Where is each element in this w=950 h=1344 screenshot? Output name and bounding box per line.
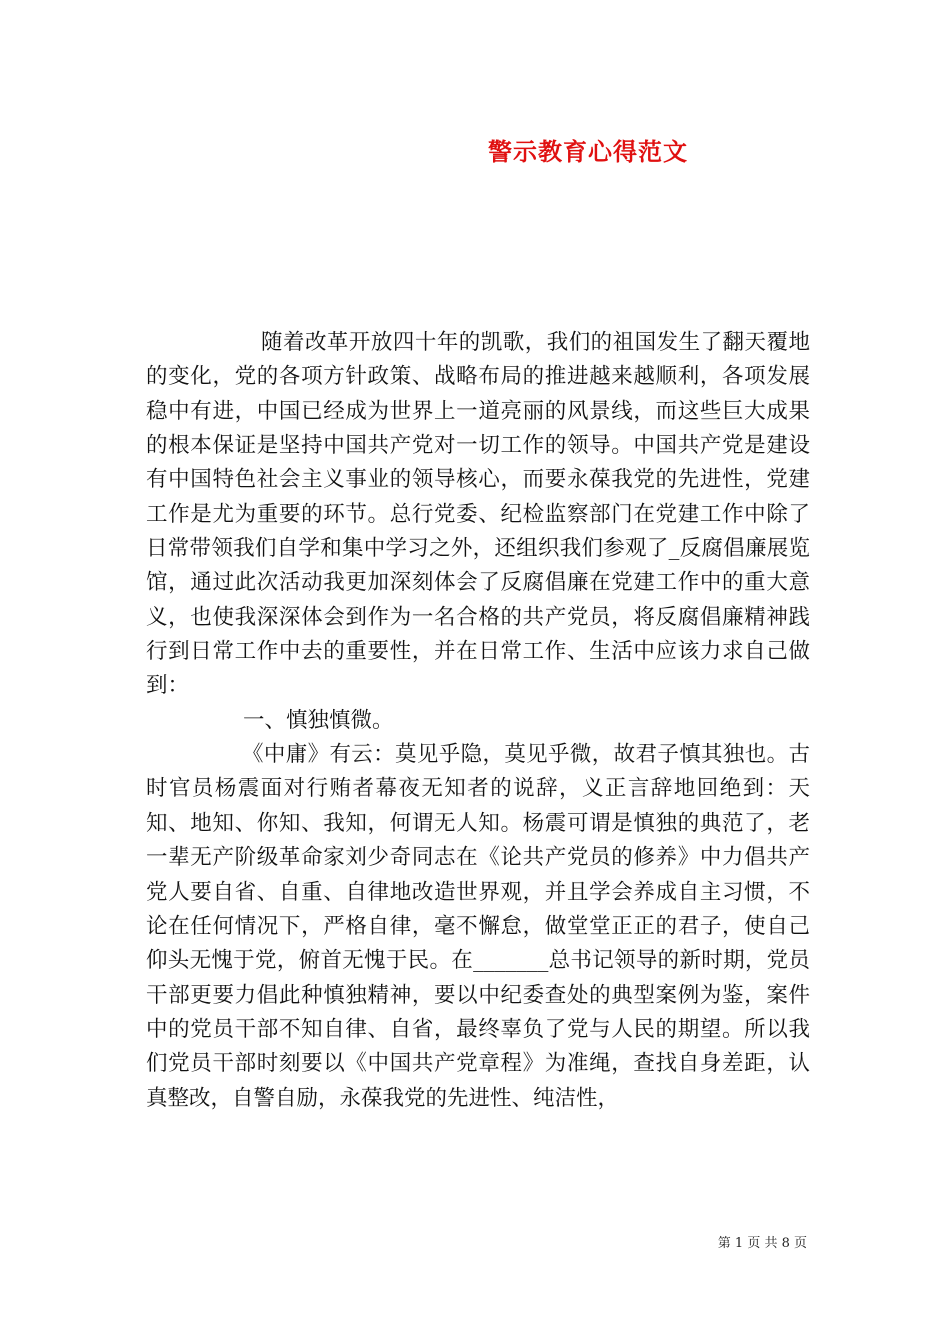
document-body <box>146 326 810 1116</box>
section-heading: 一、慎独慎微。 <box>243 707 394 733</box>
paragraph-section-body: 《中庸》有云：莫见乎隐，莫见乎微，故君子慎其独也。古时官员杨震面对行贿者幕夜无知者的说辞，义正言辞地回绝到：天知、地知、你知、我知，何谓无人知。杨震可谓是慎独的典范了，老一辈无产阶级革命家刘少奇同志在《论共产党员的修养》中力倡共产党人要自省、自重、自律地改造世界观，并且学会养成自主习惯，不论在任何情况下，严格自律，毫不懈怠，做堂堂正正的君子，使自己仰头无愧于党，俯首无愧于民。在_______总书记领导的新时期，党员干部更要力倡此种慎独精神，要以中纪委查处的典型案例为鉴，案件中的党员干部不知自律、自省，最终辜负了党与人民的期望。所以我们党员干部时刻要以《中国共产党章程》为准绳，查找自身差距，认真整改，自警自励，永葆我党的先进性、纯洁性， <box>146 742 810 1111</box>
page-title <box>0 132 950 167</box>
page-title-text: 警示教育心得范文 <box>488 137 688 166</box>
paragraph-intro: 随着改革开放四十年的凯歌，我们的祖国发生了翻天覆地的变化，党的各项方针政策、战略布局的推进越来越顺利，各项发展稳中有进，中国已经成为世界上一道亮丽的风景线，而这些巨大成果的根本保证是坚持中国共产党对一切工作的领导。中国共产党是建设有中国特色社会主义事业的领导核心，而要永葆我党的先进性，党建工作是尤为重要的环节。总行党委、纪检监察部门在党建工作中除了日常带领我们自学和集中学习之外，还组织我们参观了_反腐倡廉展览馆，通过此次活动我更加深刻体会了反腐倡廉在党建工作中的重大意义，也使我深深体会到作为一名合格的共产党员，将反腐倡廉精神践行到日常工作中去的重要性，并在日常工作、生活中应该力求自己做到： <box>146 330 810 699</box>
page-number-footer: 第 1 页 共 8 页 <box>717 1236 807 1251</box>
